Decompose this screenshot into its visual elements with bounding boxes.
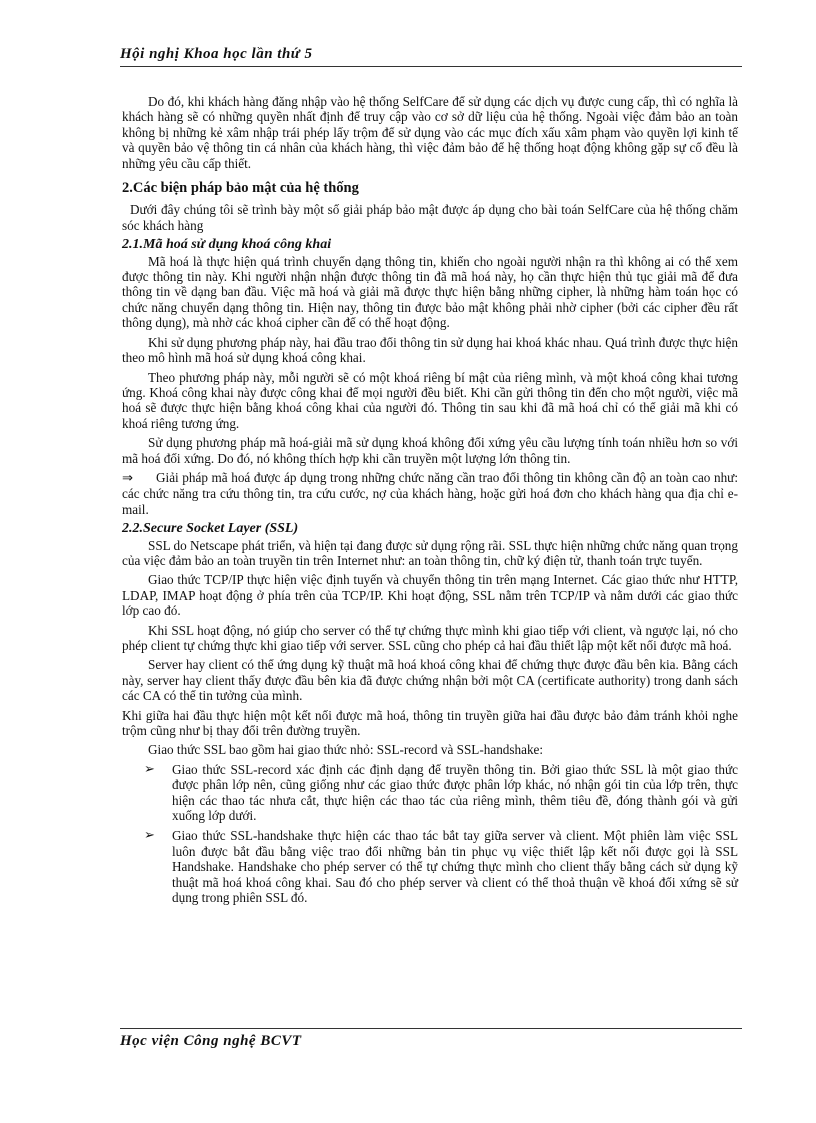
subsection-heading: 2.1.Mã hoá sử dụng khoá công khai (122, 237, 332, 253)
paragraph: Khi sử dụng phương pháp này, hai đầu trao đổi thông tin sử dụng hai khoá khác nhau. Quá trình được thực hiện theo mô hình mã hoá sử dụng khoá công khai. (122, 334, 738, 366)
paragraph: Do đó, khi khách hàng đăng nhập vào hệ thống SelfCare để sử dụng các dịch vụ được cung cấp, thì có nghĩa là khách hàng sẽ có những quyền nhất định để truy cập vào cơ sở dữ liệu của hệ thống. Ngoài việc đảm bảo an toàn không bị những kẻ xâm nhập trái phép lấy trộm để sử dụng vào các mục đích xấu xâm phạm vào quyền lợi kinh tế và quyền bảo vệ thông tin cá nhân của khách hàng, thì việc đảm bảo để hệ thống hoạt động không gặp sự cố đều là những yêu cầu cấp thiết. (122, 94, 738, 171)
subsection-heading: 2.2.Secure Socket Layer (SSL) (122, 521, 299, 537)
implies-arrow-icon: ⇒ (122, 470, 134, 486)
paragraph-text: Giải pháp mã hoá được áp dụng trong những chức năng cần trao đổi thông tin không cần độ an toàn cao như: các chức năng tra cứu thông tin, tra cứu cước, nợ của khách hàng, hoặc gửi hoá đơn cho khách hàng qua địa chỉ e-mail. (122, 469, 738, 517)
paragraph: Khi SSL hoạt động, nó giúp cho server có thể tự chứng thực mình khi giao tiếp với client, và ngược lại, nó cho phép client tự chứng thực khi giao tiếp với server. SSL cũng cho phép cả hai đầu thiết lập một kết nối được mã hoá. (122, 622, 738, 653)
paragraph: Server hay client có thể ứng dụng kỹ thuật mã hoá khoá công khai để chứng thực được đầu bên kia. Bằng cách này, server hay client thấy được đầu bên kia đã được chứng nhận bởi một CA (certificate authority) trong danh sách các CA có thể tin tưởng của mình. (122, 657, 738, 704)
header-rule (120, 66, 742, 67)
footer-rule (120, 1028, 742, 1029)
list-item-text: Giao thức SSL-record xác định các định dạng để truyền thông tin. Bởi giao thức SSL là một giao thức được phân lớp nên, cũng giống như các giao thức được phân lớp khác, nó nhận gói tin của lớp trên, thực hiện các thao tác nhưa cắt, thực hiện các thao tác của riêng mình, thêm tiêu đề, đóng thành gói và gửi xuống lớp dưới. (172, 761, 738, 824)
arrowhead-bullet-icon: ➢ (144, 828, 155, 844)
page-header: Hội nghị Khoa học lần thứ 5 (120, 46, 313, 62)
page-footer: Học viện Công nghệ BCVT (120, 1033, 302, 1049)
document-body (122, 94, 738, 911)
conclusion-paragraph (122, 470, 738, 517)
paragraph: Theo phương pháp này, mỗi người sẽ có một khoá riêng bí mật của riêng mình, và một khoá công khai tương ứng. Khoá công khai này được công khai để mọi người đều biết. Khi cần gửi thông tin đến cho một người, việc mã hoá sẽ được thực hiện bằng khoá công khai của người đó. Thông tin sau khi đã mã hoá chỉ có thể giải mã khi có khoá riêng tương ứng. (122, 369, 738, 431)
paragraph: Giao thức SSL bao gồm hai giao thức nhỏ: SSL-record và SSL-handshake: (148, 742, 544, 758)
list-item-text: Giao thức SSL-handshake thực hiện các thao tác bắt tay giữa server và client. Một phiên làm việc SSL luôn được bắt đầu bằng việc trao đổi những bản tin phục vụ việc thiết lập kết nối được gọi là SSL Handshake. Handshake cho phép server có thể tự chứng thực mình cho client thấy bằng cách sử dụng kỹ thuật mã hoá khoá công khai. Sau đó cho phép server và client có thể thoả thuận về khoá đối xứng sẽ sử dụng trong phiên SSL đó. (172, 828, 738, 906)
section-heading: 2.Các biện pháp bảo mật của hệ thống (122, 180, 359, 197)
arrowhead-bullet-icon: ➢ (144, 761, 155, 777)
paragraph: Khi giữa hai đầu thực hiện một kết nối được mã hoá, thông tin truyền giữa hai đầu được bảo đảm tránh khỏi nghe trộm cũng như bị thay đổi trên đường truyền. (122, 707, 738, 739)
paragraph: Sử dụng phương pháp mã hoá-giải mã sử dụng khoá không đối xứng yêu cầu lượng tính toán nhiều hơn so với mã hoá đối xứng. Do đó, nó không thích hợp khi cần truyền một lượng lớn thông tin. (122, 435, 738, 466)
paragraph: Giao thức TCP/IP thực hiện việc định tuyến và chuyển thông tin trên mạng Internet. Các giao thức như HTTP, LDAP, IMAP hoạt động ở phía trên của TCP/IP. Khi hoạt động, SSL nằm trên TCP/IP và nằm dưới các giao thức lớp cao đó. (122, 572, 738, 619)
list-item (144, 828, 738, 905)
paragraph: Mã hoá là thực hiện quá trình chuyển dạng thông tin, khiến cho ngoài người nhận ra thì không ai có thể xem được thông tin này. Khi người nhận nhận được thông tin đã mã hoá này, họ cần thực hiện thủ tục giải mã để đưa thông tin về dạng ban đầu. Việc mã hoá và giải mã được thực hiện bằng những cipher, là những hàm toán học có chức năng chuyển dạng thông tin. Hiện nay, thông tin được bảo mật không phải nhờ cipher (bởi các cipher đều rất thông dụng), mà nhờ các khoá cipher cần để có thể hoạt động. (122, 253, 738, 331)
list-item (144, 762, 738, 824)
paragraph: SSL do Netscape phát triển, và hiện tại đang được sử dụng rộng rãi. SSL thực hiện những chức năng quan trọng của việc đảm bảo an toàn truyền tin trên Internet như: an toàn thông tin, chữ ký điện tử, thanh toán trực tuyến. (122, 537, 738, 568)
paragraph: Dưới đây chúng tôi sẽ trình bày một số giải pháp bảo mật được áp dụng cho bài toán SelfCare của hệ thống chăm sóc khách hàng (122, 202, 738, 233)
